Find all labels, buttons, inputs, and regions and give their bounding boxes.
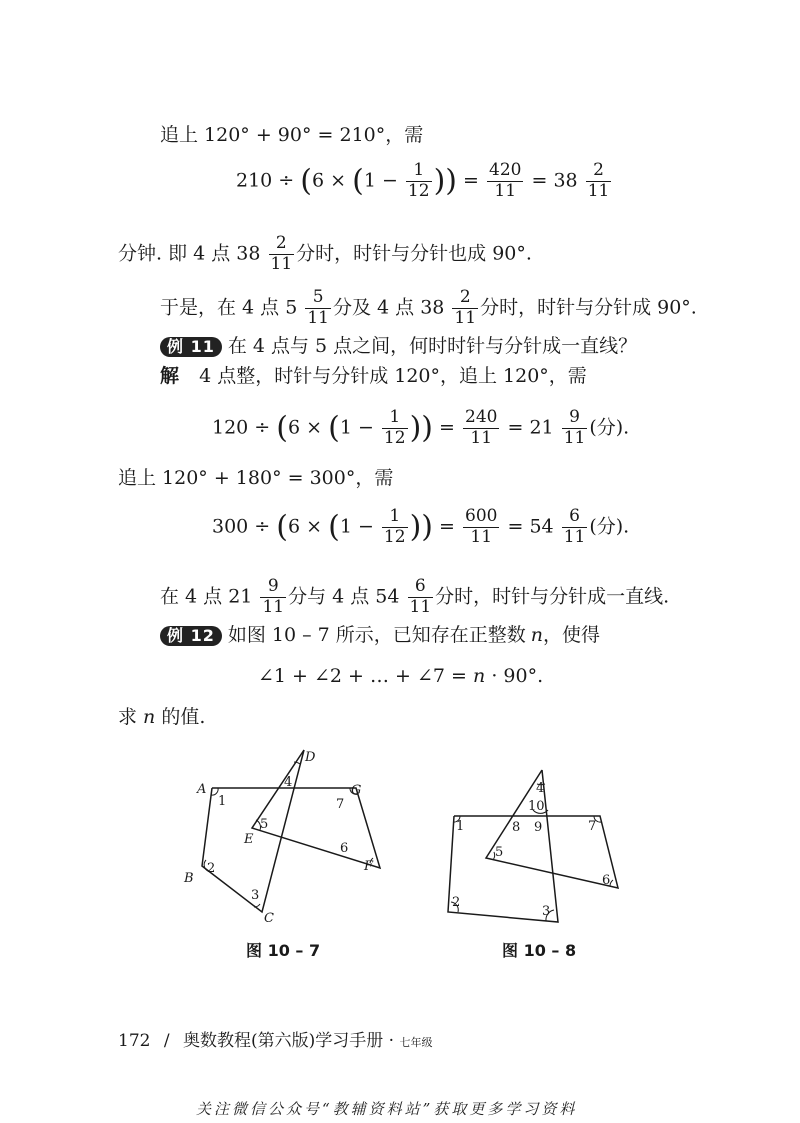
example-12-badge: 例 12	[160, 626, 222, 646]
equation-2: 120 ÷ (6 × (1 − $\frac{1}{12}$ )) = $\frac{240}{11}$ = 21 $\frac{9}{11}$ (分).	[212, 407, 630, 448]
fig2-angle-3: 3	[542, 904, 551, 919]
eq2-mixed-fraction: $\frac{9}{11}$	[563, 407, 586, 448]
eq1-fraction: $\frac{1}{12}$	[407, 160, 430, 201]
question-line: 求 n 的值.	[118, 706, 206, 728]
eq1-inner: 6 ×	[312, 169, 353, 192]
eq1-mixed-fraction: $\frac{2}{11}$	[587, 160, 610, 201]
fig1-angle-6: 6	[340, 841, 349, 856]
figure-10-8	[438, 762, 638, 932]
fraction-2-11-b: $\frac{2}{11}$	[454, 287, 477, 328]
fig2-angle-10: 10	[528, 799, 545, 814]
example-12: 例 12 如图 10 – 7 所示，已知存在正整数 n，使得	[160, 626, 600, 646]
eq1-one: 1 −	[363, 169, 398, 192]
equation-3: 300 ÷ (6 × (1 − $\frac{1}{12}$ )) = $\frac{600}{11}$ = 54 $\frac{6}{11}$ (分).	[212, 506, 630, 547]
figure-10-8-caption: 图 10 – 8	[502, 941, 577, 960]
fig1-label-D: D	[305, 750, 316, 765]
fraction-9-11: $\frac{9}{11}$	[262, 576, 285, 617]
fig1-label-G: G	[351, 783, 362, 798]
text-line-1: 追上 120° + 90° = 210°，需	[160, 124, 424, 146]
fraction-2-11: $\frac{2}{11}$	[270, 233, 293, 274]
fig2-angle-6: 6	[602, 873, 611, 888]
eq2-result-fraction: $\frac{240}{11}$	[465, 407, 498, 448]
eq3-mixed-fraction: $\frac{6}{11}$	[563, 506, 586, 547]
figure-10-7-caption: 图 10 – 7	[246, 941, 321, 960]
fig2-angle-2: 2	[452, 895, 461, 910]
example-11-question: 在 4 点与 5 点之间，何时时针与分针成一直线？	[227, 335, 638, 357]
fig1-angle-7: 7	[336, 797, 345, 812]
text-line-3: 于是，在 4 点 5 $\frac{5}{11}$ 分及 4 点 38 $\frac{2}{11}$ 分时，时针与分针成 90°.	[160, 287, 697, 328]
solution-line	[160, 367, 587, 386]
watermark-text: 关注微信公众号“教辅资料站”获取更多学习资料	[196, 1100, 578, 1118]
fig2-angle-1: 1	[456, 819, 465, 834]
eq1-mixed-whole: = 38	[531, 169, 578, 192]
fig1-label-F: F	[364, 859, 374, 874]
equation-1: 210 ÷ (6 × (1 − $\frac{1}{12}$ )) = $\frac{420}{11}$ = 38 $\frac{2}{11}$	[236, 160, 610, 201]
grade-label: 七年级	[399, 1036, 433, 1049]
solution-label: 解	[160, 365, 180, 387]
fraction-5-11: $\frac{5}{11}$	[307, 287, 329, 328]
figure-10-7	[170, 742, 430, 932]
fig1-angle-1: 1	[218, 794, 227, 809]
fig2-angle-4: 4	[536, 781, 545, 796]
eq3-result-fraction: $\frac{600}{11}$	[465, 506, 498, 547]
eq3-fraction: $\frac{1}{12}$	[383, 506, 406, 547]
angle-equation: ∠1 + ∠2 + … + ∠7 = n · 90°.	[258, 665, 544, 687]
book-title: 奥数教程(第六版)学习手册	[183, 1031, 384, 1051]
fig1-angle-4: 4	[284, 775, 293, 790]
solution-text: 4 点整，时针与分针成 120°，追上 120°，需	[199, 365, 587, 387]
fraction-6-11: $\frac{6}{11}$	[409, 576, 432, 617]
eq1-lhs: 210 ÷	[236, 169, 295, 192]
page-footer: 172 / 奥数教程(第六版)学习手册 · 七年级	[118, 1031, 433, 1051]
fig1-angle-2: 2	[207, 861, 216, 876]
example-11	[160, 337, 637, 357]
text-line-8: 在 4 点 21 $\frac{9}{11}$ 分与 4 点 54 $\frac{6}{11}$ 分时，时针与分针成一直线.	[160, 576, 670, 617]
fig1-angle-5: 5	[260, 817, 269, 832]
fig1-label-C: C	[264, 911, 274, 926]
eq1-result-fraction: $\frac{420}{11}$	[489, 160, 522, 201]
fig2-angle-7: 7	[588, 819, 597, 834]
fig2-angle-9: 9	[534, 820, 543, 835]
example-11-badge: 例 11	[160, 337, 222, 357]
text-line-6: 追上 120° + 180° = 300°，需	[118, 467, 394, 489]
fig2-angle-8: 8	[512, 820, 521, 835]
eq2-fraction: $\frac{1}{12}$	[383, 407, 406, 448]
fig1-label-B: B	[184, 871, 194, 886]
fig1-label-A: A	[197, 782, 207, 797]
page-number: 172	[118, 1031, 151, 1051]
fig1-angle-3: 3	[251, 888, 260, 903]
fig2-angle-5: 5	[495, 845, 504, 860]
fig1-label-E: E	[244, 832, 254, 847]
text-line-2: 分钟. 即 4 点 38 $\frac{2}{11}$ 分时，时针与分针也成 90°.	[118, 233, 532, 274]
eq1-equals: =	[463, 169, 479, 192]
